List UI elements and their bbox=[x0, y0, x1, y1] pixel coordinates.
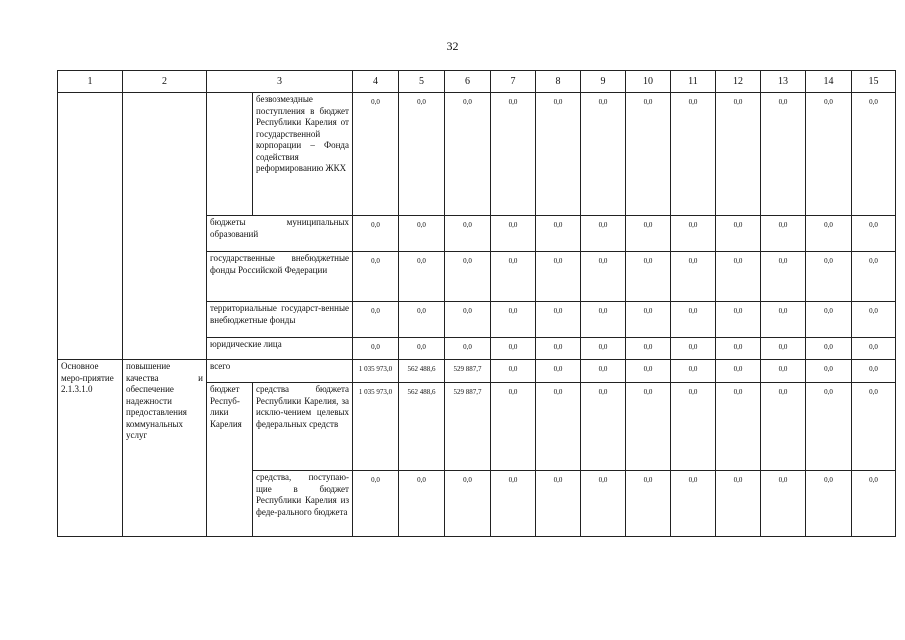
value-cell: 0,0 bbox=[491, 216, 536, 252]
value-cell: 0,0 bbox=[852, 471, 896, 537]
value-cell: 0,0 bbox=[626, 471, 671, 537]
value-cell: 0,0 bbox=[445, 93, 491, 216]
value-cell: 0,0 bbox=[852, 360, 896, 383]
value-cell: 0,0 bbox=[491, 252, 536, 302]
value-cell: 0,0 bbox=[626, 93, 671, 216]
value-cell: 0,0 bbox=[536, 216, 581, 252]
header-cell: 6 bbox=[445, 71, 491, 93]
value-cell: 0,0 bbox=[852, 216, 896, 252]
value-cell: 562 488,6 bbox=[399, 383, 445, 471]
value-cell: 0,0 bbox=[581, 471, 626, 537]
value-cell: 0,0 bbox=[399, 471, 445, 537]
value-cell: 0,0 bbox=[671, 93, 716, 216]
value-cell: 0,0 bbox=[806, 252, 852, 302]
value-cell: 0,0 bbox=[671, 360, 716, 383]
source-label: юридические лица bbox=[207, 338, 353, 360]
value-cell: 0,0 bbox=[536, 338, 581, 360]
value-cell: 0,0 bbox=[716, 252, 761, 302]
value-cell: 0,0 bbox=[353, 338, 399, 360]
header-cell: 15 bbox=[852, 71, 896, 93]
value-cell: 0,0 bbox=[716, 383, 761, 471]
value-cell: 0,0 bbox=[716, 360, 761, 383]
value-cell: 1 035 973,0 bbox=[353, 360, 399, 383]
value-cell: 0,0 bbox=[716, 216, 761, 252]
source-label: территориальные государст-венные внебюджетные фонды bbox=[207, 302, 353, 338]
header-cell: 2 bbox=[123, 71, 207, 93]
value-cell: 0,0 bbox=[671, 252, 716, 302]
table-row bbox=[58, 93, 896, 216]
value-cell: 0,0 bbox=[761, 252, 806, 302]
value-cell: 0,0 bbox=[852, 93, 896, 216]
empty-cell bbox=[207, 93, 253, 216]
value-cell: 0,0 bbox=[581, 252, 626, 302]
value-cell: 0,0 bbox=[536, 383, 581, 471]
value-cell: 0,0 bbox=[581, 302, 626, 338]
value-cell: 529 887,7 bbox=[445, 360, 491, 383]
value-cell: 0,0 bbox=[399, 252, 445, 302]
value-cell: 0,0 bbox=[852, 383, 896, 471]
header-cell: 8 bbox=[536, 71, 581, 93]
value-cell: 0,0 bbox=[353, 302, 399, 338]
value-cell: 0,0 bbox=[445, 216, 491, 252]
source-label: средства бюджета Республики Карелия, за исклю-чением целевых федеральных средств bbox=[253, 383, 353, 471]
value-cell: 0,0 bbox=[353, 471, 399, 537]
value-cell: 0,0 bbox=[491, 93, 536, 216]
source-label: государственные внебюджетные фонды Российской Федерации bbox=[207, 252, 353, 302]
value-cell: 0,0 bbox=[626, 383, 671, 471]
value-cell: 0,0 bbox=[399, 302, 445, 338]
value-cell: 0,0 bbox=[761, 471, 806, 537]
value-cell: 0,0 bbox=[353, 216, 399, 252]
value-cell: 0,0 bbox=[716, 338, 761, 360]
value-cell: 0,0 bbox=[445, 302, 491, 338]
value-cell: 0,0 bbox=[399, 338, 445, 360]
header-cell: 5 bbox=[399, 71, 445, 93]
value-cell: 0,0 bbox=[581, 93, 626, 216]
value-cell: 0,0 bbox=[716, 302, 761, 338]
header-cell: 12 bbox=[716, 71, 761, 93]
header-cell: 4 bbox=[353, 71, 399, 93]
total-label: всего bbox=[207, 360, 353, 383]
value-cell: 0,0 bbox=[536, 360, 581, 383]
value-cell: 0,0 bbox=[353, 252, 399, 302]
value-cell: 0,0 bbox=[671, 471, 716, 537]
value-cell: 0,0 bbox=[761, 383, 806, 471]
value-cell: 0,0 bbox=[445, 338, 491, 360]
value-cell: 0,0 bbox=[761, 360, 806, 383]
budget-label: бюджет Респуб-лики Карелия bbox=[207, 383, 253, 537]
value-cell: 562 488,6 bbox=[399, 360, 445, 383]
value-cell: 529 887,7 bbox=[445, 383, 491, 471]
value-cell: 0,0 bbox=[491, 383, 536, 471]
header-cell: 7 bbox=[491, 71, 536, 93]
value-cell: 0,0 bbox=[761, 338, 806, 360]
measure-type: Основное меро-приятие 2.1.3.1.0 bbox=[58, 360, 123, 537]
value-cell: 0,0 bbox=[491, 471, 536, 537]
value-cell: 0,0 bbox=[445, 252, 491, 302]
value-cell: 0,0 bbox=[806, 383, 852, 471]
value-cell: 0,0 bbox=[536, 252, 581, 302]
value-cell: 0,0 bbox=[806, 360, 852, 383]
value-cell: 0,0 bbox=[761, 302, 806, 338]
value-cell: 0,0 bbox=[581, 360, 626, 383]
value-cell: 0,0 bbox=[491, 360, 536, 383]
table-row bbox=[58, 360, 896, 383]
header-cell: 3 bbox=[207, 71, 353, 93]
value-cell: 0,0 bbox=[399, 216, 445, 252]
value-cell: 0,0 bbox=[536, 302, 581, 338]
page-number: 32 bbox=[446, 39, 459, 53]
value-cell: 0,0 bbox=[581, 216, 626, 252]
value-cell: 0,0 bbox=[716, 93, 761, 216]
value-cell: 0,0 bbox=[806, 338, 852, 360]
source-label: бюджеты муниципальных образований bbox=[207, 216, 353, 252]
value-cell: 0,0 bbox=[445, 471, 491, 537]
value-cell: 0,0 bbox=[671, 338, 716, 360]
budget-table bbox=[57, 70, 896, 537]
value-cell: 0,0 bbox=[626, 302, 671, 338]
header-cell: 1 bbox=[58, 71, 123, 93]
empty-cell bbox=[123, 93, 207, 360]
value-cell: 0,0 bbox=[806, 216, 852, 252]
value-cell: 0,0 bbox=[806, 302, 852, 338]
value-cell: 0,0 bbox=[491, 338, 536, 360]
empty-cell bbox=[58, 93, 123, 360]
header-cell: 13 bbox=[761, 71, 806, 93]
value-cell: 0,0 bbox=[581, 383, 626, 471]
value-cell: 0,0 bbox=[852, 338, 896, 360]
value-cell: 0,0 bbox=[671, 383, 716, 471]
value-cell: 0,0 bbox=[716, 471, 761, 537]
value-cell: 0,0 bbox=[399, 93, 445, 216]
source-label: безвозмездные поступления в бюджет Республики Карелия от государственной корпорации – Фонда содействия реформированию ЖКХ bbox=[253, 93, 353, 216]
header-cell: 9 bbox=[581, 71, 626, 93]
value-cell: 0,0 bbox=[806, 93, 852, 216]
value-cell: 0,0 bbox=[852, 252, 896, 302]
value-cell: 0,0 bbox=[626, 252, 671, 302]
value-cell: 0,0 bbox=[671, 216, 716, 252]
value-cell: 0,0 bbox=[626, 338, 671, 360]
measure-name: повышение качества и обеспечение надежности предоставления коммунальных услуг bbox=[123, 360, 207, 537]
value-cell: 0,0 bbox=[626, 216, 671, 252]
value-cell: 1 035 973,0 bbox=[353, 383, 399, 471]
value-cell: 0,0 bbox=[536, 93, 581, 216]
value-cell: 0,0 bbox=[761, 216, 806, 252]
value-cell: 0,0 bbox=[353, 93, 399, 216]
value-cell: 0,0 bbox=[626, 360, 671, 383]
value-cell: 0,0 bbox=[852, 302, 896, 338]
value-cell: 0,0 bbox=[491, 302, 536, 338]
header-cell: 11 bbox=[671, 71, 716, 93]
header-cell: 14 bbox=[806, 71, 852, 93]
header-cell: 10 bbox=[626, 71, 671, 93]
header-row bbox=[58, 71, 896, 93]
value-cell: 0,0 bbox=[536, 471, 581, 537]
source-label: средства, поступаю-щие в бюджет Республики Карелия из феде-рального бюджета bbox=[253, 471, 353, 537]
value-cell: 0,0 bbox=[671, 302, 716, 338]
value-cell: 0,0 bbox=[581, 338, 626, 360]
value-cell: 0,0 bbox=[761, 93, 806, 216]
value-cell: 0,0 bbox=[806, 471, 852, 537]
